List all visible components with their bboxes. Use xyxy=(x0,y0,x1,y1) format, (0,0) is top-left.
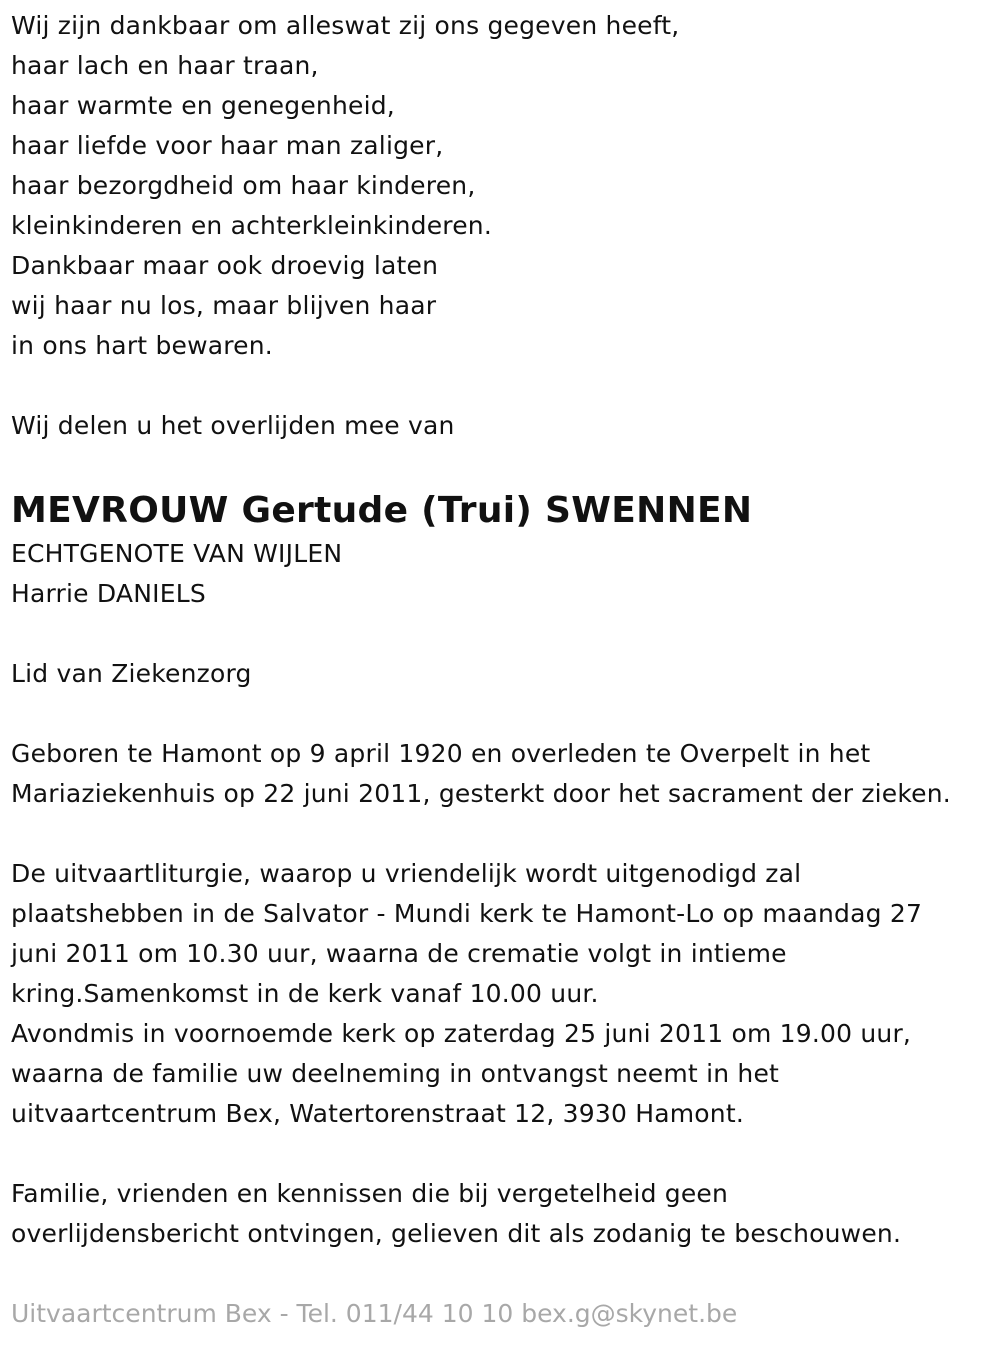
funeral-home-contact: Uitvaartcentrum Bex - Tel. 011/44 10 10 bex.g@skynet.be xyxy=(11,1299,738,1328)
poem-line: haar lach en haar traan, xyxy=(11,51,319,80)
notice-paragraph xyxy=(11,1174,996,1254)
paragraph-line: uitvaartcentrum Bex, Watertorenstraat 12, 3930 Hamont. xyxy=(11,1099,744,1128)
poem-line: in ons hart bewaren. xyxy=(11,331,273,360)
paragraph-line: juni 2011 om 10.30 uur, waarna de crematie volgt in intieme xyxy=(11,939,787,968)
paragraph-line: waarna de familie uw deelneming in ontvangst neemt in het xyxy=(11,1059,780,1088)
paragraph-line: De uitvaartliturgie, waarop u vriendelijk wordt uitgenodigd zal xyxy=(11,859,802,888)
deceased-name: MEVROUW Gertude (Trui) SWENNEN xyxy=(11,490,753,531)
funeral-paragraph xyxy=(11,854,996,1134)
intro-text: Wij delen u het overlijden mee van xyxy=(11,411,455,440)
obituary-notice xyxy=(11,0,996,1254)
spacer xyxy=(11,614,996,654)
birth-death-paragraph xyxy=(11,734,996,814)
spacer xyxy=(11,814,996,854)
spacer xyxy=(11,446,996,486)
poem-line: wij haar nu los, maar blijven haar xyxy=(11,291,437,320)
paragraph-line: Geboren te Hamont op 9 april 1920 en overleden te Overpelt in het xyxy=(11,739,871,768)
poem-line: Wij zijn dankbaar om alleswat zij ons gegeven heeft, xyxy=(11,11,680,40)
spacer xyxy=(11,1134,996,1174)
poem-line: haar liefde voor haar man zaliger, xyxy=(11,131,444,160)
spacer xyxy=(11,366,996,406)
spacer xyxy=(11,694,996,734)
paragraph-line: Mariaziekenhuis op 22 juni 2011, gesterkt door het sacrament der zieken. xyxy=(11,779,951,808)
paragraph-line: plaatshebben in de Salvator - Mundi kerk te Hamont-Lo op maandag 27 xyxy=(11,899,923,928)
spouse-name: Harrie DANIELS xyxy=(11,579,206,608)
poem-line: haar warmte en genegenheid, xyxy=(11,91,395,120)
paragraph-line: overlijdensbericht ontvingen, gelieven dit als zodanig te beschouwen. xyxy=(11,1219,902,1248)
paragraph-line: Avondmis in voornoemde kerk op zaterdag 25 juni 2011 om 19.00 uur, xyxy=(11,1019,912,1048)
poem xyxy=(11,6,996,366)
deceased-relation: ECHTGENOTE VAN WIJLEN xyxy=(11,539,343,568)
membership-text: Lid van Ziekenzorg xyxy=(11,659,252,688)
poem-line: haar bezorgdheid om haar kinderen, xyxy=(11,171,476,200)
poem-line: Dankbaar maar ook droevig laten xyxy=(11,251,439,280)
poem-line: kleinkinderen en achterkleinkinderen. xyxy=(11,211,492,240)
paragraph-line: kring.Samenkomst in de kerk vanaf 10.00 uur. xyxy=(11,979,599,1008)
paragraph-line: Familie, vrienden en kennissen die bij vergetelheid geen xyxy=(11,1179,729,1208)
